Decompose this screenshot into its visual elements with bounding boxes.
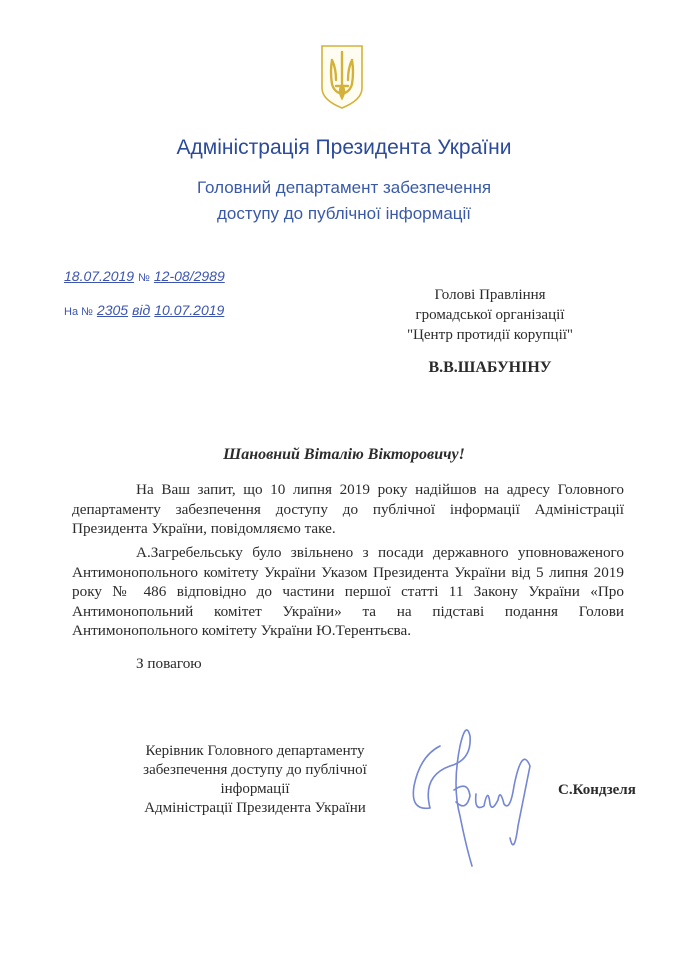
registration-number: 12-08/2989 xyxy=(153,268,225,284)
registration-line xyxy=(64,268,225,286)
addressee-line3: "Центр протидії корупції" xyxy=(406,327,574,343)
signature-position xyxy=(110,742,400,818)
trident-emblem-icon xyxy=(318,42,366,110)
signature-position-line2: забезпечення доступу до публічної інформації xyxy=(143,762,367,797)
reference-line xyxy=(64,302,224,320)
signature-position-line3: Адміністрації Президента України xyxy=(144,800,366,816)
header-title: Адміністрація Президента України xyxy=(176,136,512,159)
closing: З повагою xyxy=(136,655,202,672)
signature-position-line1: Керівник Головного департаменту xyxy=(145,743,365,759)
addressee-line2: громадської організації xyxy=(415,307,565,323)
reference-date: 10.07.2019 xyxy=(154,302,225,318)
reference-number: 2305 xyxy=(96,302,129,318)
greeting: Шановний Віталію Вікторовичу! xyxy=(223,446,465,463)
paragraph-1: На Ваш запит, що 10 липня 2019 року надійшов на адресу Головного департаменту забезпечення доступу до публічної інформації Адміністрації Президента України, повідомляємо таке. xyxy=(72,481,624,537)
signer-name: С.Кондзеля xyxy=(558,782,636,798)
addressee-name: В.В.ШАБУНІНУ xyxy=(428,359,552,376)
header-subtitle-line1: Головний департамент забезпечення xyxy=(196,178,492,197)
header-subtitle-line2: доступу до публічної інформації xyxy=(216,204,472,223)
reference-label: На № xyxy=(64,306,93,318)
registration-number-label: № xyxy=(138,272,150,284)
reference-from: від xyxy=(132,302,151,318)
addressee-line1: Голові Правління xyxy=(434,287,546,303)
handwritten-signature xyxy=(400,716,560,876)
paragraph-2: А.Загребельську було звільнено з посади державного уповноваженого Антимонопольного комітету України Указом Президента України від 5 липня 2019 року № 486 відповідно до частини першої статті 11 Закону України «Про Антимонопольний комітет України» та на підставі подання Голови Антимонопольного комітету України Ю.Терентьєва. xyxy=(72,544,624,639)
registration-date: 18.07.2019 xyxy=(64,268,135,284)
